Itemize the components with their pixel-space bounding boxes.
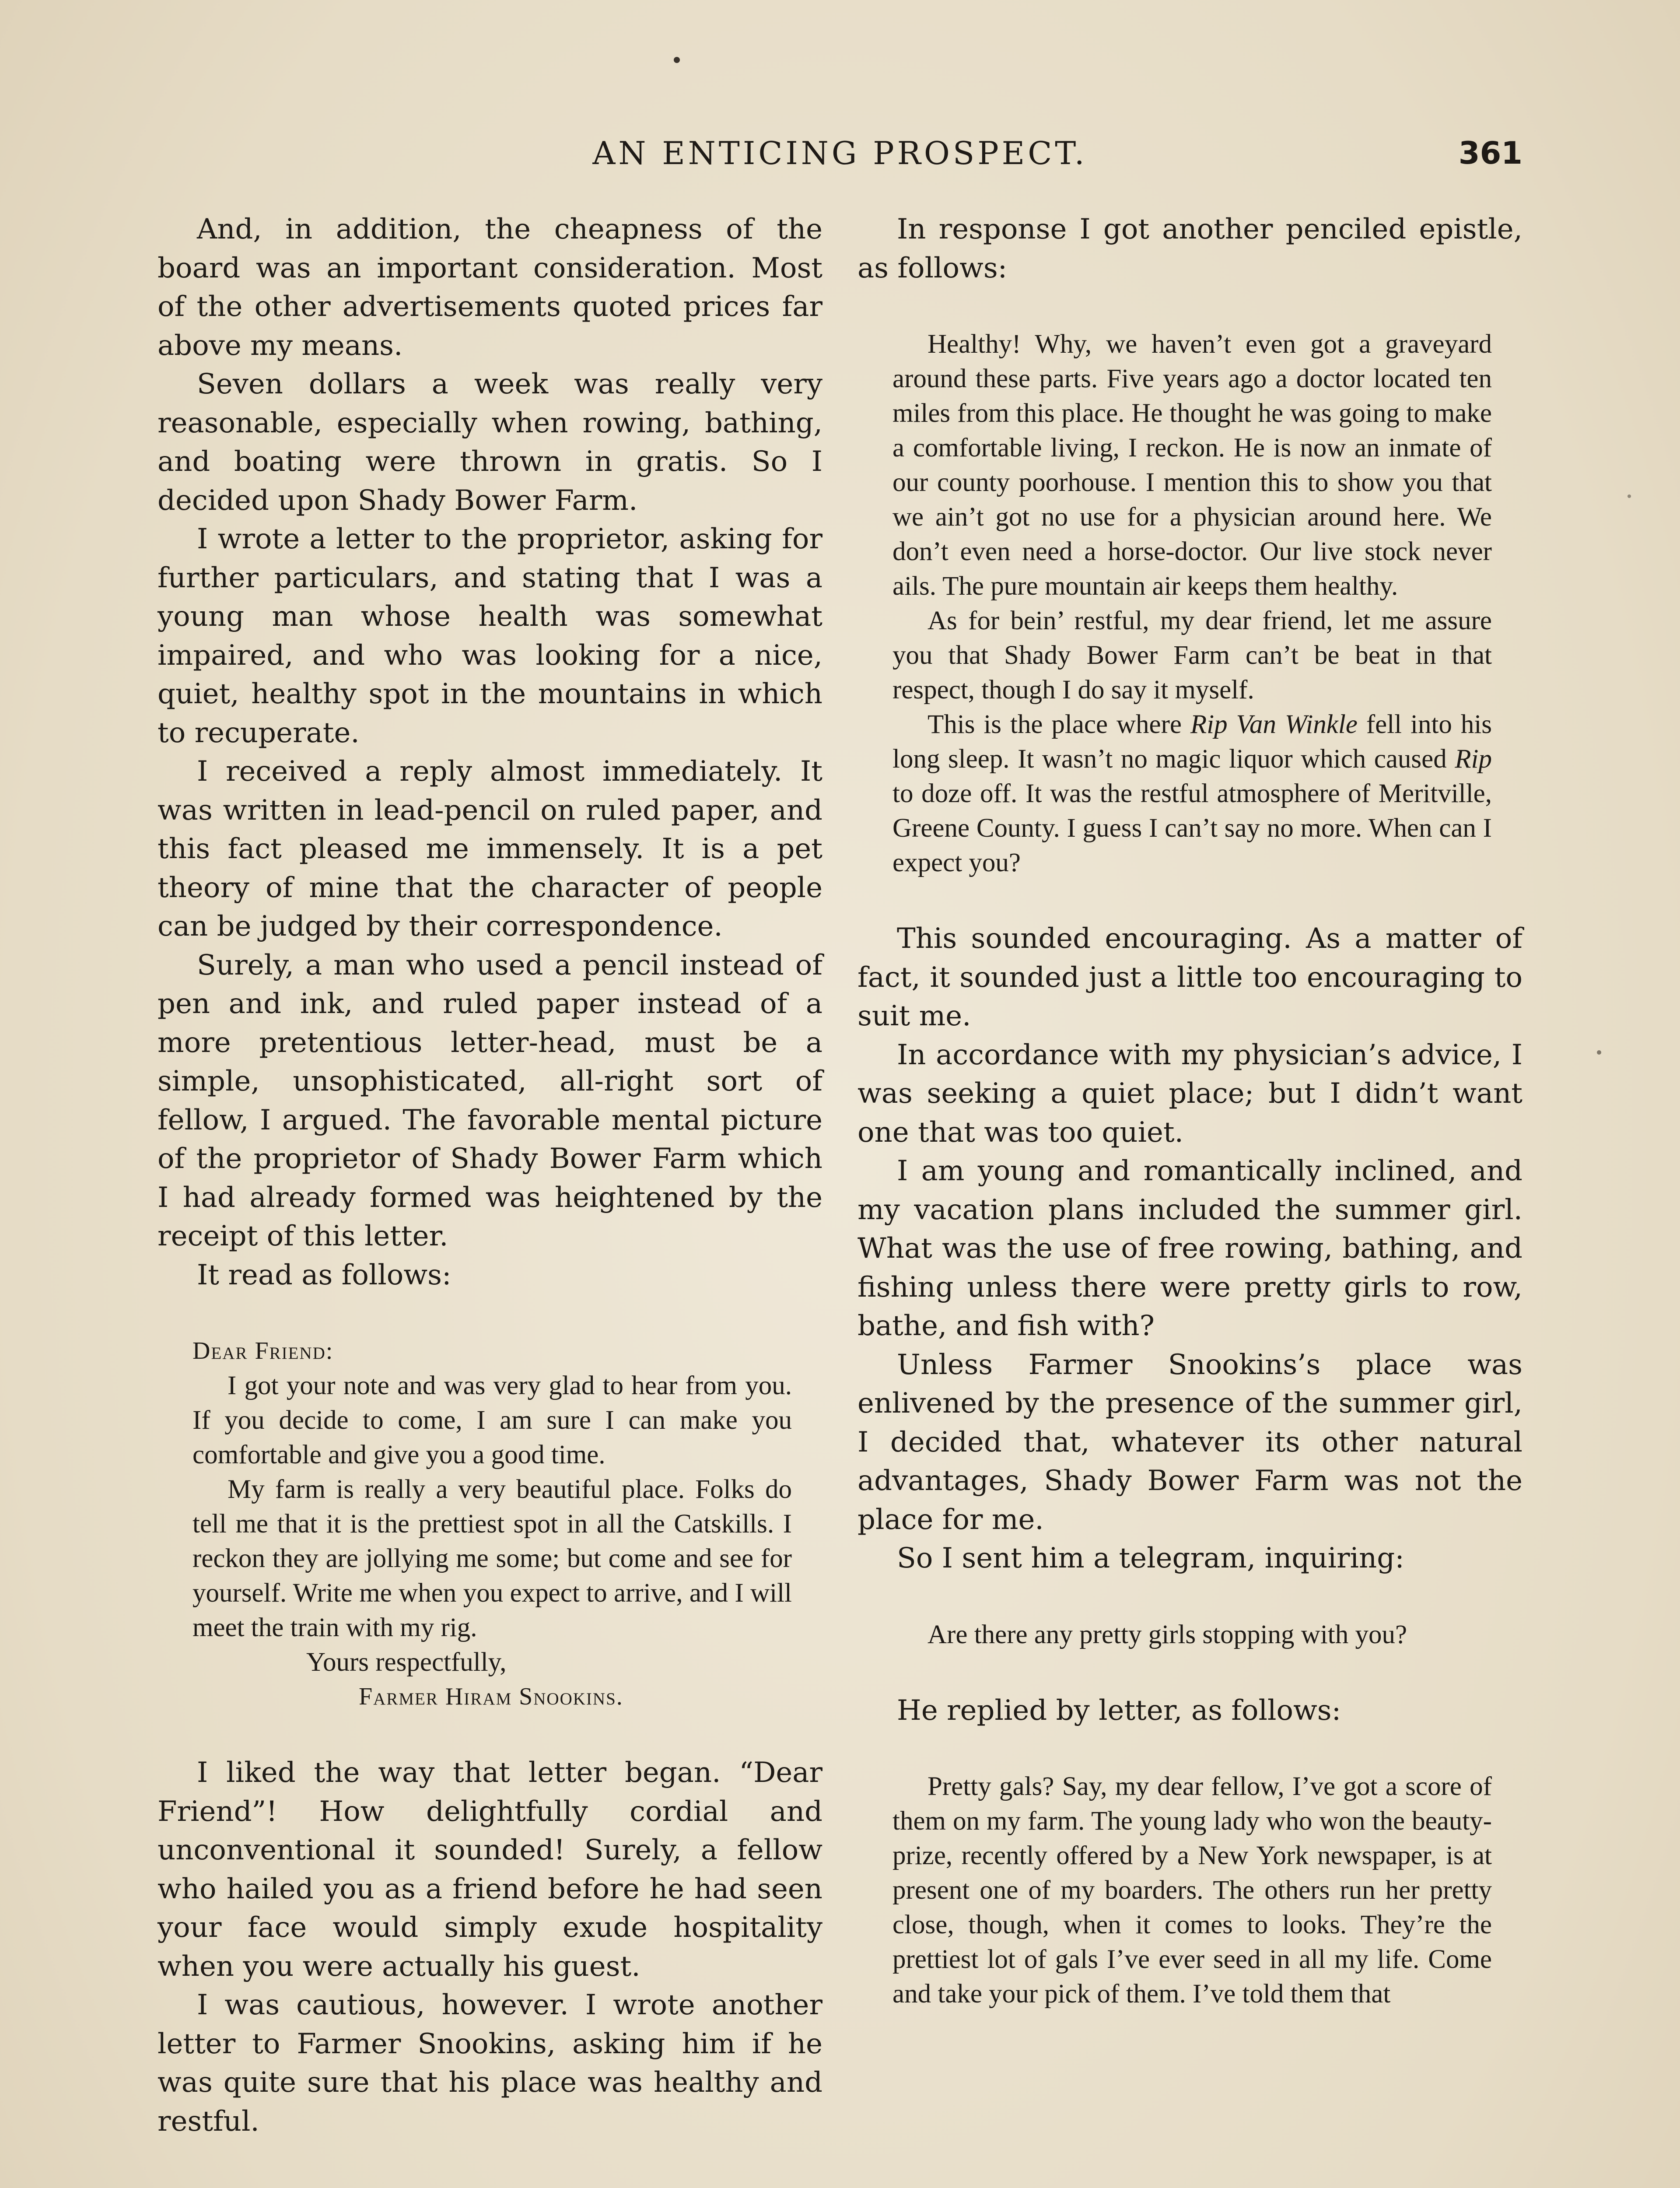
paragraph: I liked the way that letter began. “Dear Friend”! How delightfully cordial and unconventional it sounded! Surely, a fellow who hailed you as a friend before he had seen your face would simply exude hospitality when you were actually his guest.	[158, 1757, 822, 1983]
paragraph: And, in addition, the cheapness of the board was an important consideration. Most of the other advertisements quoted prices far above my means.	[158, 213, 822, 362]
paragraph: Unless Farmer Snookins’s place was enlivened by the presence of the summer girl, I decided that, whatever its other natural advantages, Shady Bower Farm was not the place for me.	[858, 1348, 1522, 1536]
paragraph: Seven dollars a week was really very reasonable, especially when rowing, bathing, and boating were thrown in gratis. So I decided upon Shady Bower Farm.	[158, 368, 822, 517]
paragraph: I was cautious, however. I wrote another letter to Farmer Snookins, asking him if he was quite sure that his place was healthy and restful.	[158, 1989, 822, 2138]
paragraph: I received a reply almost immediately. It was written in lead-pencil on ruled paper, and this fact pleased me immensely. It is a pet theory of mine that the character of people can be judged by their correspondence.	[158, 755, 822, 943]
print-speck	[1628, 494, 1631, 498]
letter-signature: Farmer Hiram Snookins.	[359, 1683, 623, 1710]
letter-paragraph	[892, 707, 1492, 880]
page-header	[158, 131, 1522, 179]
print-speck	[674, 57, 680, 63]
letter-text: This is the place where	[928, 710, 1190, 739]
letter-text: to doze off. It was the restful atmosphere of Meritville, Greene County. I guess I can’t say no more. When can I expect you?	[892, 779, 1492, 877]
paragraph: I wrote a letter to the proprietor, asking for further particulars, and stating that I was a young man whose health was somewhat impaired, and who was looking for a nice, quiet, healthy spot in the mountains in which to recuperate.	[158, 523, 822, 749]
paragraph: So I sent him a telegram, inquiring:	[897, 1542, 1404, 1574]
letter-closing: Yours respectfully,	[306, 1648, 507, 1677]
letter-paragraph: Pretty gals? Say, my dear fellow, I’ve got a score of them on my farm. The young lady who won the beauty-prize, recently offered by a New York newspaper, is at present one of my boarders. The others run her pretty close, though, when it comes to looks. They’re the prettiest lot of gals I’ve ever seed in all my life. Come and take your pick of them. I’ve told them that	[892, 1772, 1492, 2009]
left-column	[158, 210, 822, 2141]
paragraph: He replied by letter, as follows:	[897, 1694, 1341, 1727]
telegram-text: Are there any pretty girls stopping with you?	[928, 1620, 1407, 1649]
letter-paragraph: Healthy! Why, we haven’t even got a graveyard around these parts. Five years ago a doctor located ten miles from this place. He thought he was going to make a comfortable living, I reckon. He is now an inmate of our county poorhouse. I mention this to show you that we ain’t got no use for a physician around here. We don’t even need a horse-doctor. Our live stock never ails. The pure mountain air keeps them healthy.	[892, 330, 1492, 601]
italic-name: Rip	[1455, 744, 1492, 774]
quoted-telegram	[892, 1617, 1492, 1652]
letter-salutation: Dear Friend:	[192, 1337, 334, 1364]
italic-name: Rip Van Winkle	[1190, 710, 1358, 739]
paragraph: Surely, a man who used a pencil instead of pen and ink, and ruled paper instead of a more pretentious letter-head, must be a simple, unsophisticated, all-right sort of fellow, I argued. The favorable mental picture of the proprietor of Shady Bower Farm which I had already formed was heightened by the receipt of this letter.	[158, 949, 822, 1252]
paragraph: In accordance with my physician’s advice, I was seeking a quiet place; but I didn’t want one that was too quiet.	[858, 1038, 1522, 1149]
letter-paragraph: My farm is really a very beautiful place. Folks do tell me that it is the prettiest spot in all the Catskills. I reckon they are jollying me some; but come and see for yourself. Write me when you expect to arrive, and I will meet the train with my rig.	[192, 1475, 792, 1642]
right-column	[858, 210, 1522, 2011]
letter-paragraph: I got your note and was very glad to hear from you. If you decide to come, I am sure I can make you comfortable and give you a good time.	[192, 1371, 792, 1469]
quoted-letter	[892, 1769, 1492, 2011]
quoted-letter	[892, 327, 1492, 880]
print-speck	[1597, 1050, 1601, 1055]
page-number: 361	[1458, 135, 1522, 171]
quoted-letter	[192, 1334, 792, 1714]
paragraph: In response I got another penciled epistle, as follows:	[858, 213, 1522, 284]
running-title: AN ENTICING PROSPECT.	[592, 135, 1088, 172]
letter-paragraph: As for bein’ restful, my dear friend, let me assure you that Shady Bower Farm can’t be beat in that respect, though I do say it myself.	[892, 606, 1492, 705]
paragraph: This sounded encouraging. As a matter of fact, it sounded just a little too encouraging to suit me.	[858, 922, 1522, 1032]
letter-text: fell into his long sleep. It wasn’t no magic liquor which caused	[892, 710, 1492, 774]
paragraph: It read as follows:	[197, 1259, 452, 1291]
paragraph: I am young and romantically inclined, and my vacation plans included the summer girl. What was the use of free rowing, bathing, and fishing unless there were pretty girls to row, bathe, and fish with?	[858, 1155, 1522, 1342]
